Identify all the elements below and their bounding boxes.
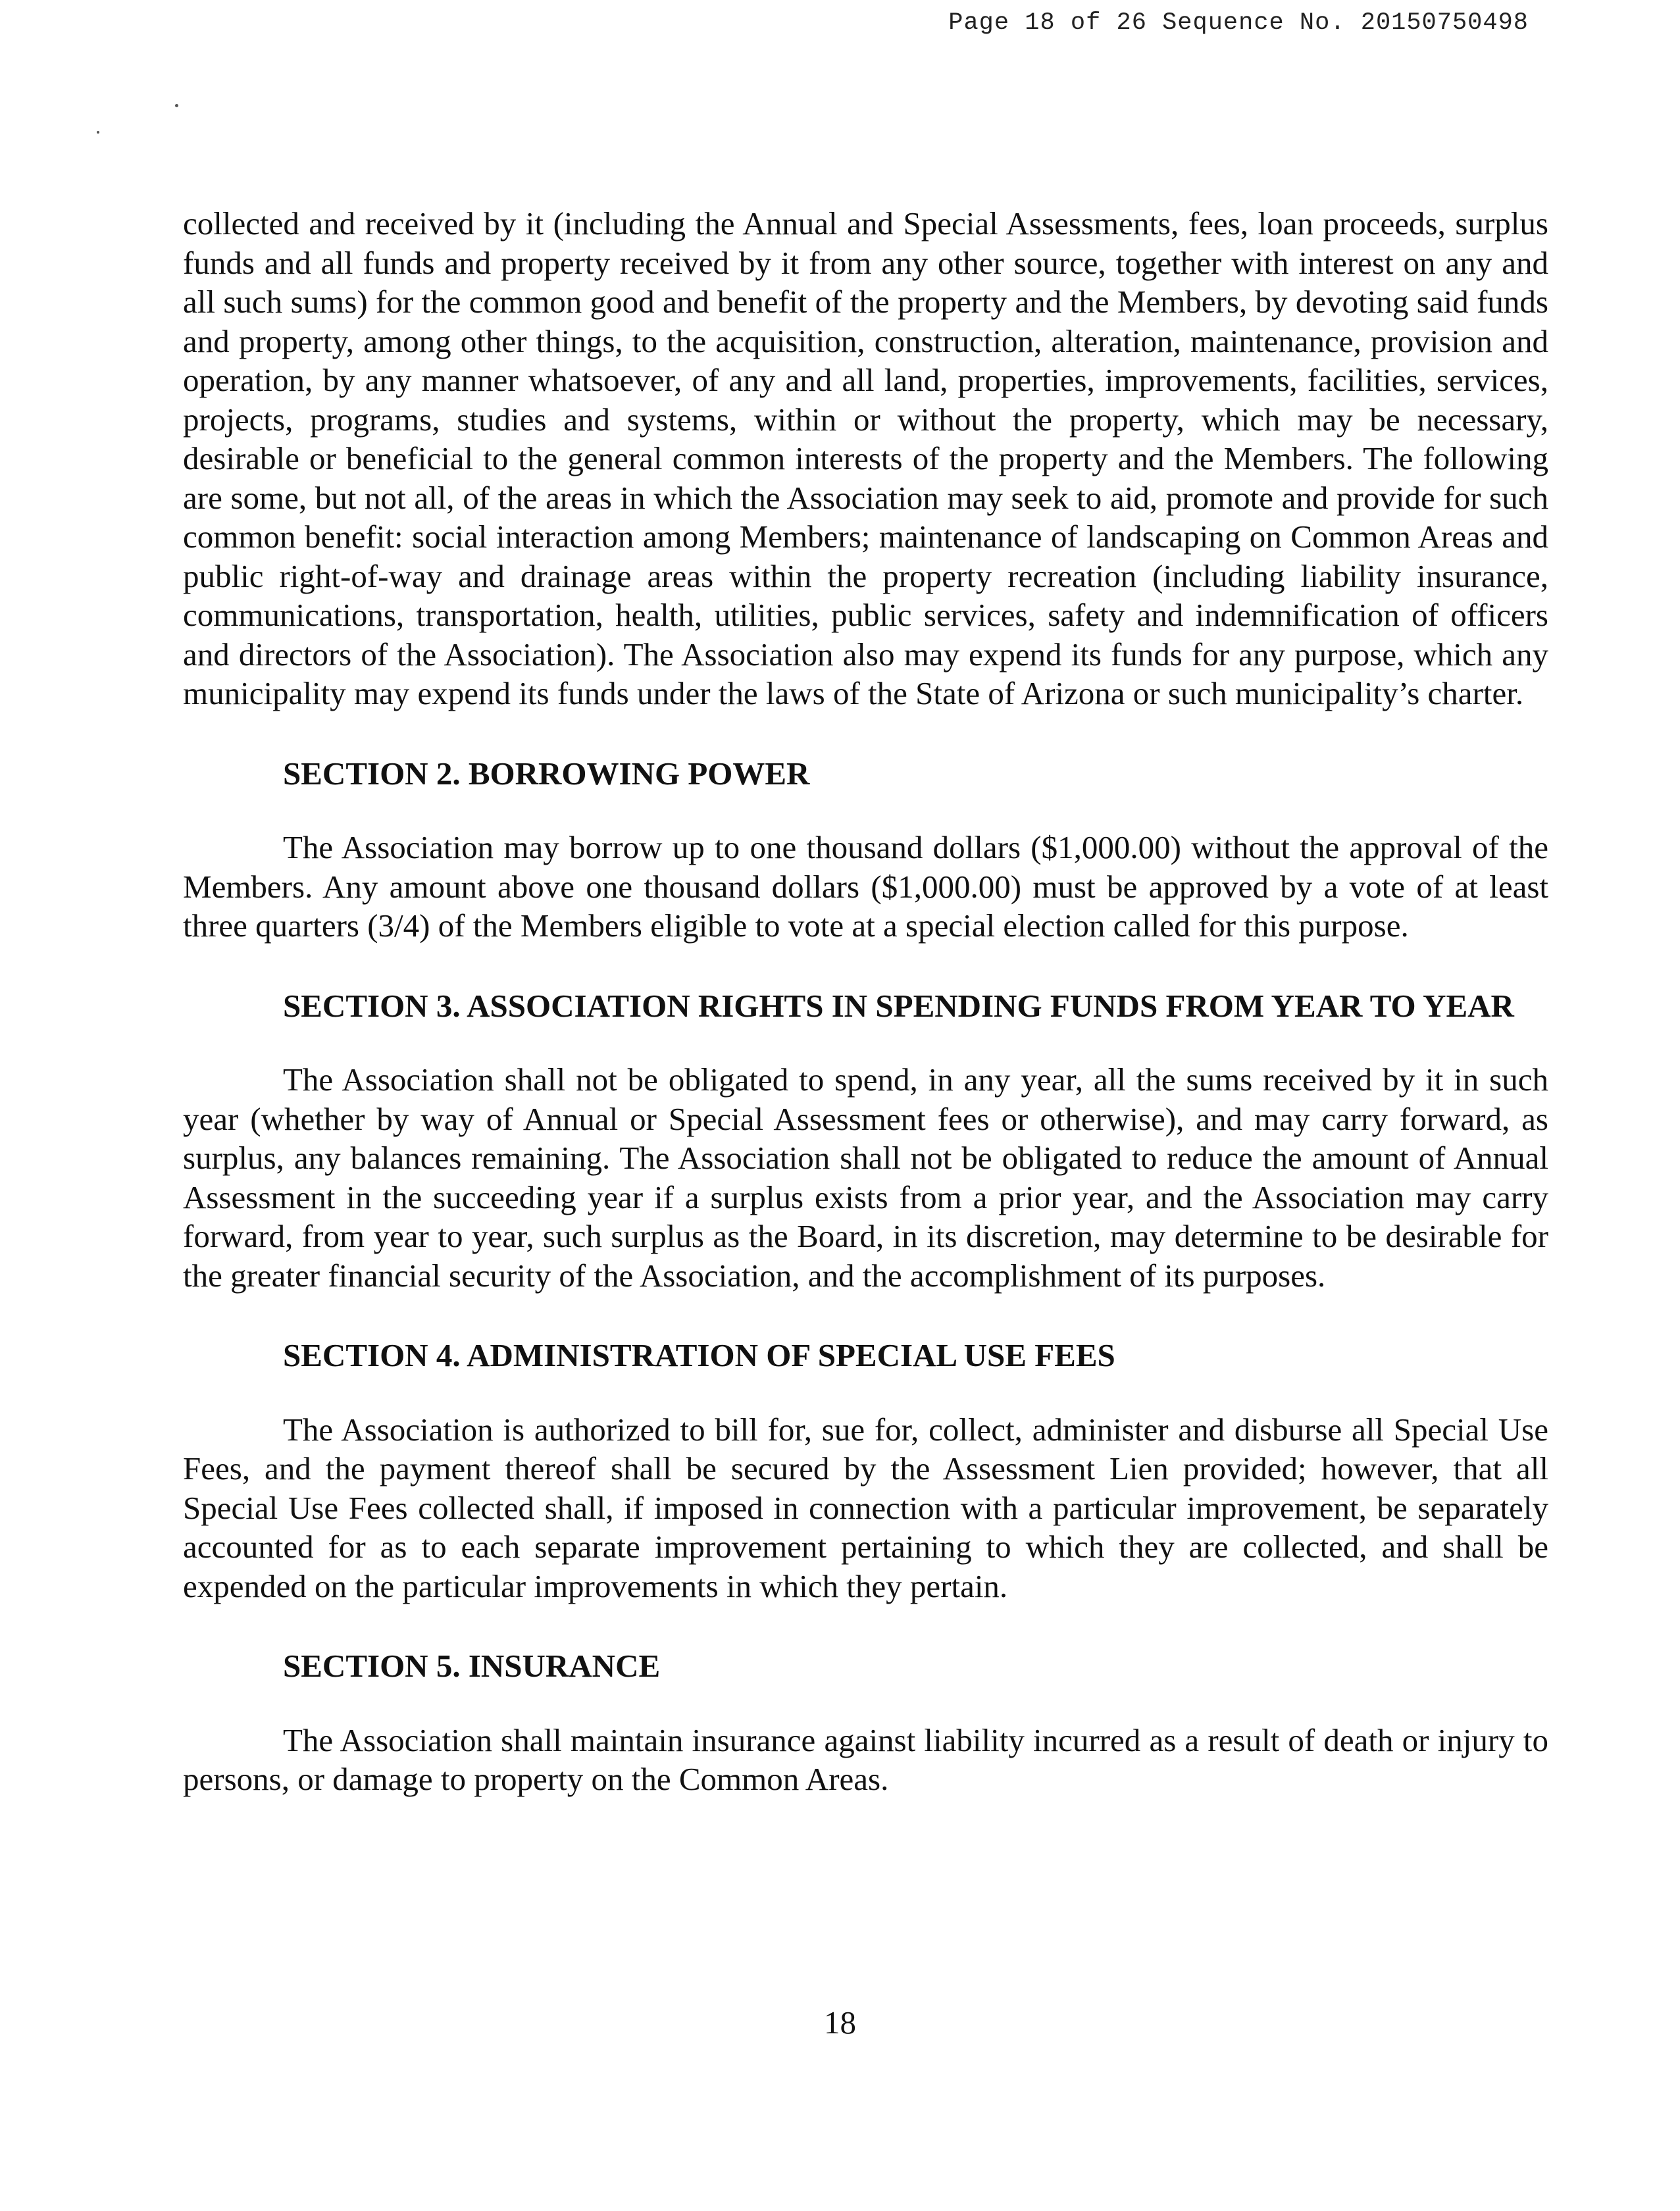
- continuation-paragraph: collected and received by it (including the Annual and Special Assessments, fees, loan proceeds, surplus funds and all funds and property received by it from any other source, together with interest on any and all such sums) for the common good and benefit of the property and the Members, by devoting said funds and property, among other things, to the acquisition, construction, alteration, maintenance, provision and operation, by any manner whatsoever, of any and all land, properties, improvements, facilities, services, projects, programs, studies and systems, within or without the property, which may be necessary, desirable or beneficial to the general common interests of the property and the Members. The following are some, but not all, of the areas in which the Association may seek to aid, promote and provide for such common benefit: social interaction among Members; maintenance of landscaping on Common Areas and public right-of-way and drainage areas within the property recreation (including liability insurance, communications, transportation, health, utilities, public services, safety and indemnification of officers and directors of the Association). The Association also may expend its funds for any purpose, which any municipality may expend its funds under the laws of the State of Arizona or such municipality’s charter.: [183, 205, 1548, 711]
- section-5-paragraph: The Association shall maintain insurance against liability incurred as a result of death or injury to persons, or damage to property on the Common Areas.: [183, 1721, 1548, 1797]
- section-3-heading: SECTION 3. ASSOCIATION RIGHTS IN SPENDING FUNDS FROM YEAR TO YEAR: [283, 987, 1514, 1024]
- scan-speck: [97, 131, 99, 134]
- section-3-paragraph: The Association shall not be obligated to spend, in any year, all the sums received by it in such year (whether by way of Annual or Special Assessment fees or otherwise), and may carry forward, as surplus, any balances remaining. The Association shall not be obligated to reduce the amount of Annual Assessment in the succeeding year if a surplus exists from a prior year, and the Association may carry forward, from year to year, such surplus as the Board, in its discretion, may determine to be desirable for the greater financial security of the Association, and the accomplishment of its purposes.: [183, 1061, 1548, 1294]
- document-body: [183, 204, 1548, 1799]
- section-4-heading: SECTION 4. ADMINISTRATION OF SPECIAL USE FEES: [283, 1337, 1115, 1373]
- section-4-paragraph: The Association is authorized to bill for, sue for, collect, administer and disburse all Special Use Fees, and the payment thereof shall be secured by the Assessment Lien provided; however, that all Special Use Fees collected shall, if imposed in connection with a particular improvement, be separately accounted for as to each separate improvement pertaining to which they are collected, and shall be expended on the particular improvements in which they pertain.: [183, 1411, 1548, 1604]
- section-5-heading: SECTION 5. INSURANCE: [283, 1648, 661, 1684]
- section-2-paragraph: The Association may borrow up to one thousand dollars ($1,000.00) without the approval of the Members. Any amount above one thousand dollars ($1,000.00) must be approved by a vote of at least three quarters (3/4) of the Members eligible to vote at a special election called for this purpose.: [183, 829, 1548, 944]
- page-number: 18: [824, 2004, 856, 2041]
- scan-speck: [175, 104, 178, 107]
- page-sequence-header: Page 18 of 26 Sequence No. 20150750498: [948, 9, 1529, 37]
- section-2-heading: SECTION 2. BORROWING POWER: [283, 755, 810, 792]
